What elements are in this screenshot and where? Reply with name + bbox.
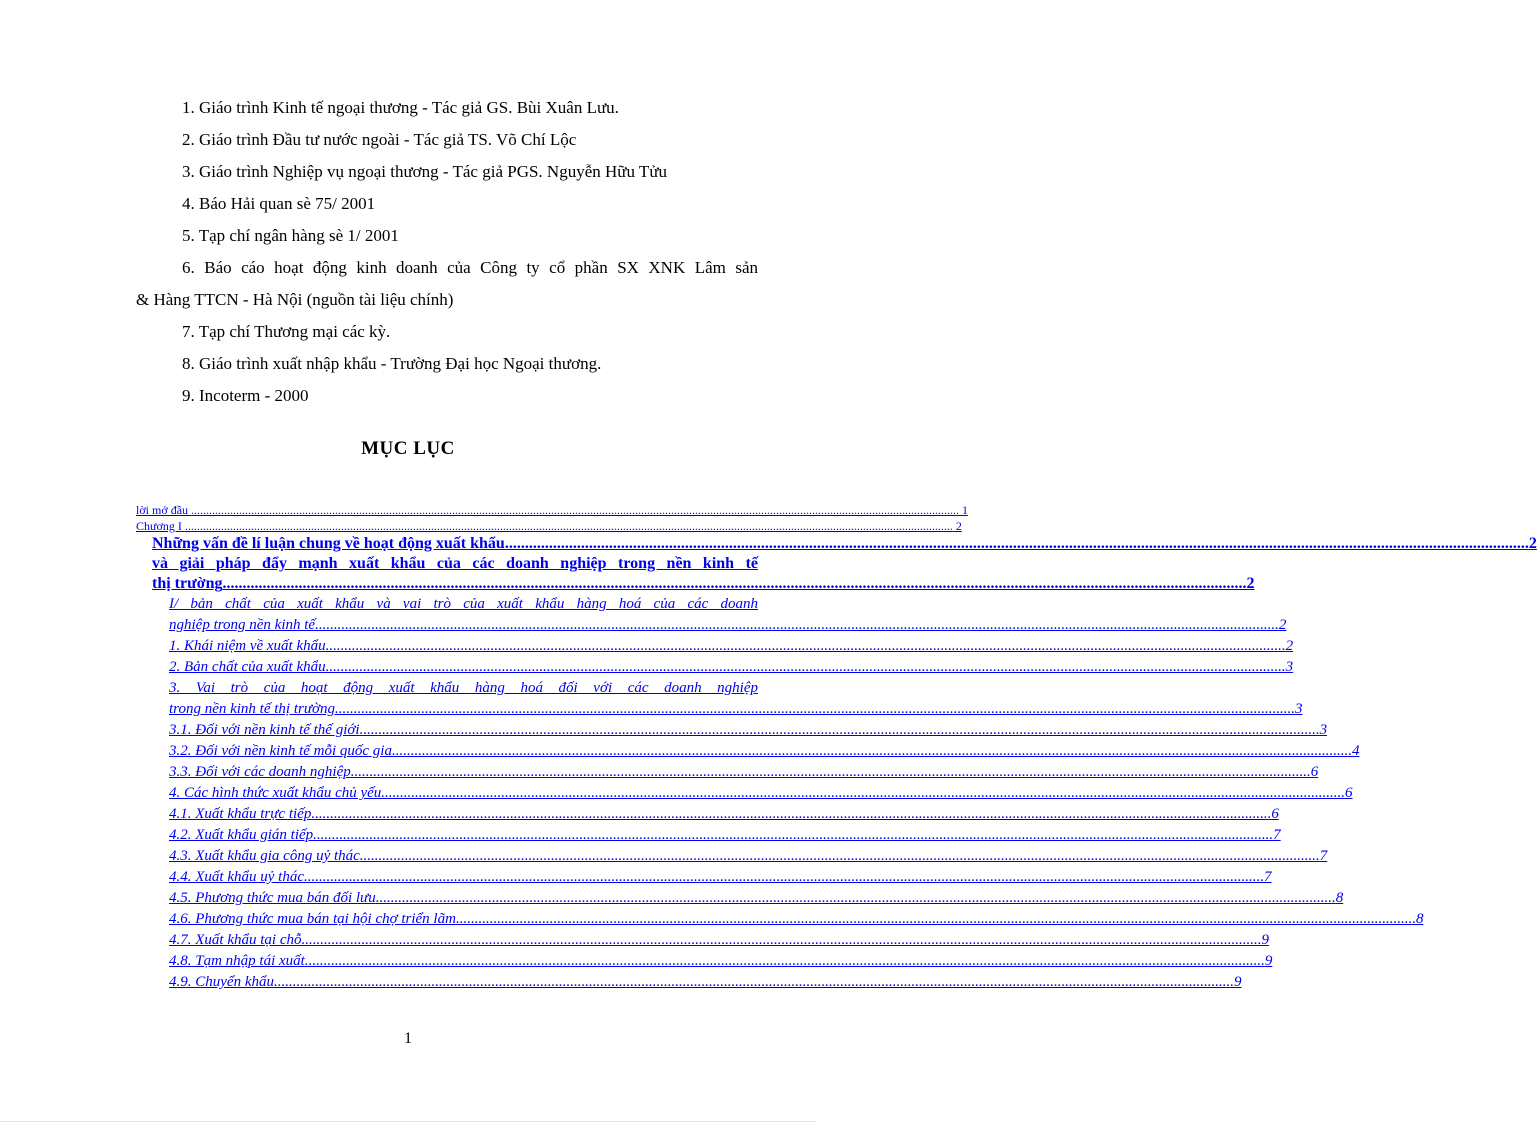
- reference-item: 7. Tạp chí Thương mại các kỳ.: [182, 322, 391, 341]
- toc-leader: [274, 972, 1234, 993]
- toc-entry-label: Những vấn đề lí luận chung về hoạt động xuất khẩu: [152, 535, 505, 552]
- toc-page-number: 3: [1295, 701, 1303, 717]
- toc-title: MỤC LỤC: [361, 438, 455, 459]
- table-of-contents: [136, 502, 1537, 993]
- toc-entry[interactable]: [136, 804, 1279, 825]
- toc-leader: [313, 825, 1273, 846]
- toc-entry-chuong-1[interactable]: [136, 518, 962, 534]
- toc-entry-label: lời mở đầu: [136, 503, 189, 517]
- toc-entry-label: thị trường: [152, 575, 223, 592]
- toc-entry-label: 4.8. Tạm nhập tái xuất: [169, 953, 305, 969]
- reference-item: 5. Tạp chí ngân hàng sè 1/ 2001: [182, 226, 399, 245]
- toc-subsection-list: [136, 720, 1424, 993]
- toc-entry[interactable]: [136, 825, 1281, 846]
- toc-page-number: 2: [1285, 638, 1294, 654]
- toc-entry[interactable]: [136, 888, 1344, 909]
- toc-leader: [360, 846, 1320, 867]
- toc-entry-label: 4.4. Xuất khẩu uỷ thác: [169, 869, 304, 885]
- toc-entry-line: [152, 534, 1537, 554]
- toc-entry-label: nghiệp trong nền kinh tế.: [169, 617, 319, 633]
- toc-entry[interactable]: [136, 720, 1328, 741]
- toc-leader: [326, 657, 1286, 678]
- toc-leader: [305, 951, 1265, 972]
- toc-page-number: 4: [1351, 743, 1360, 759]
- toc-entry[interactable]: [136, 741, 1360, 762]
- toc-leader: [326, 636, 1286, 657]
- toc-entry-label: 4.9. Chuyển khẩu: [169, 974, 274, 990]
- toc-leader: [304, 867, 1264, 888]
- toc-leader: [222, 574, 1246, 594]
- toc-entry-label: 4.1. Xuất khẩu trực tiếp: [169, 806, 312, 822]
- toc-page-number: 3: [1319, 722, 1328, 738]
- reference-item: 3. Giáo trình Nghiệp vụ ngoại thương - Tác giả PGS. Nguyễn Hữu Tửu: [182, 162, 668, 181]
- toc-page-number: 3: [1285, 659, 1294, 675]
- toc-entry-label: 1. Khái niệm về xuất khẩu: [169, 638, 326, 654]
- reference-item: 4. Báo Hải quan sè 75/ 2001: [182, 194, 376, 213]
- toc-leader: [319, 615, 1279, 636]
- toc-page-number: 9: [1264, 953, 1273, 969]
- toc-leader: [456, 909, 1416, 930]
- reference-list: [136, 92, 758, 412]
- toc-page-number: 6: [1271, 806, 1279, 822]
- toc-entry[interactable]: [136, 951, 1273, 972]
- toc-page-number: 2: [1278, 617, 1287, 633]
- page-bottom-divider: [0, 1121, 816, 1122]
- toc-entry-label: 4.6. Phương thức mua bán tại hội chợ triển lãm: [169, 911, 456, 927]
- reference-item: [136, 252, 758, 316]
- toc-page-number: 6: [1345, 785, 1353, 801]
- toc-page-number: 7: [1273, 827, 1281, 843]
- toc-entry-label: 3.2. Đối với nền kinh tế mỗi quốc gia: [169, 743, 392, 759]
- toc-entry-line: I/ bản chất của xuất khẩu và vai trò của xuất khẩu hàng hoá của các doanh: [169, 596, 758, 612]
- toc-leader: [311, 804, 1271, 825]
- reference-item: 1. Giáo trình Kinh tế ngoại thương - Tác giả GS. Bùi Xuân Lưu.: [182, 98, 619, 117]
- toc-entry[interactable]: [136, 846, 1328, 867]
- toc-leader: [385, 783, 1345, 804]
- toc-entry-line: [169, 615, 1287, 636]
- toc-entry[interactable]: [136, 972, 1242, 993]
- toc-leader: [191, 503, 959, 517]
- toc-entry[interactable]: [136, 762, 1319, 783]
- toc-entry-line: [152, 574, 1255, 594]
- toc-page-number: 9: [1261, 932, 1269, 948]
- toc-page-number: 7: [1319, 848, 1328, 864]
- reference-item-line: & Hàng TTCN - Hà Nội (nguồn tài liệu chính): [136, 290, 454, 309]
- toc-entry-line: và giải pháp đẩy mạnh xuất khẩu của các doanh nghiệp trong nền kinh tế: [152, 555, 758, 572]
- toc-entry-label: 3.1. Đối với nền kinh tế thế giới: [169, 722, 360, 738]
- toc-entry-chapter-heading[interactable]: [136, 534, 1537, 594]
- toc-page-number: 9: [1233, 974, 1242, 990]
- toc-entry-label: 4.5. Phương thức mua bán đối lưu: [169, 890, 376, 906]
- toc-leader: [185, 519, 953, 533]
- toc-entry-section-i[interactable]: [136, 594, 1287, 636]
- toc-entry-line: [169, 699, 1303, 720]
- toc-entry-label: Chương I: [136, 519, 182, 533]
- toc-page-number: 2: [955, 519, 962, 533]
- toc-leader: [351, 762, 1311, 783]
- toc-entry-label: 2. Bản chất của xuất khẩu: [169, 659, 326, 675]
- reference-item: 8. Giáo trình xuất nhập khẩu - Trường Đại học Ngoại thương.: [182, 354, 602, 373]
- toc-entry-section-3[interactable]: [136, 678, 1303, 720]
- toc-leader: [335, 699, 1295, 720]
- toc-entry-label: 4. Các hình thức xuất khẩu chủ yếu.: [169, 785, 386, 801]
- toc-entry[interactable]: [136, 783, 1353, 804]
- toc-leader: [360, 720, 1320, 741]
- reference-item: 2. Giáo trình Đầu tư nước ngoài - Tác giả TS. Võ Chí Lộc: [182, 130, 577, 149]
- toc-entry-loi-mo-dau[interactable]: [136, 502, 969, 518]
- toc-page-number: 6: [1310, 764, 1319, 780]
- toc-page-number: 2: [1246, 575, 1255, 592]
- toc-leader: [505, 534, 1529, 554]
- toc-entry-line: 3. Vai trò của hoạt động xuất khẩu hàng hoá đối với các doanh nghiệp: [169, 680, 758, 696]
- page-number: 1: [404, 1030, 412, 1047]
- toc-leader: [301, 930, 1261, 951]
- toc-entry-label: trong nền kinh tế thị trường: [169, 701, 336, 717]
- toc-entry[interactable]: [136, 636, 1294, 657]
- toc-entry[interactable]: [136, 657, 1294, 678]
- toc-leader: [376, 888, 1336, 909]
- toc-page-number: 8: [1335, 890, 1344, 906]
- toc-entry-label: 3.3. Đối với các doanh nghiệp: [169, 764, 351, 780]
- toc-entry-label: 4.2. Xuất khẩu gián tiếp: [169, 827, 314, 843]
- toc-entry-label: 4.3. Xuất khẩu gia công uỷ thác: [169, 848, 360, 864]
- toc-page-number: 1: [962, 503, 969, 517]
- toc-entry-label: 4.7. Xuất khẩu tại chỗ: [169, 932, 302, 948]
- toc-leader: [392, 741, 1352, 762]
- reference-item: 9. Incoterm - 2000: [182, 386, 309, 405]
- toc-page-number: 7: [1263, 869, 1272, 885]
- toc-page-number: 2: [1528, 535, 1537, 552]
- reference-item-line: 6. Báo cáo hoạt động kinh doanh của Công ty cổ phần SX XNK Lâm sản: [182, 258, 758, 277]
- toc-entry[interactable]: [136, 930, 1269, 951]
- toc-entry[interactable]: [136, 909, 1424, 930]
- toc-entry[interactable]: [136, 867, 1272, 888]
- toc-page-number: 8: [1415, 911, 1424, 927]
